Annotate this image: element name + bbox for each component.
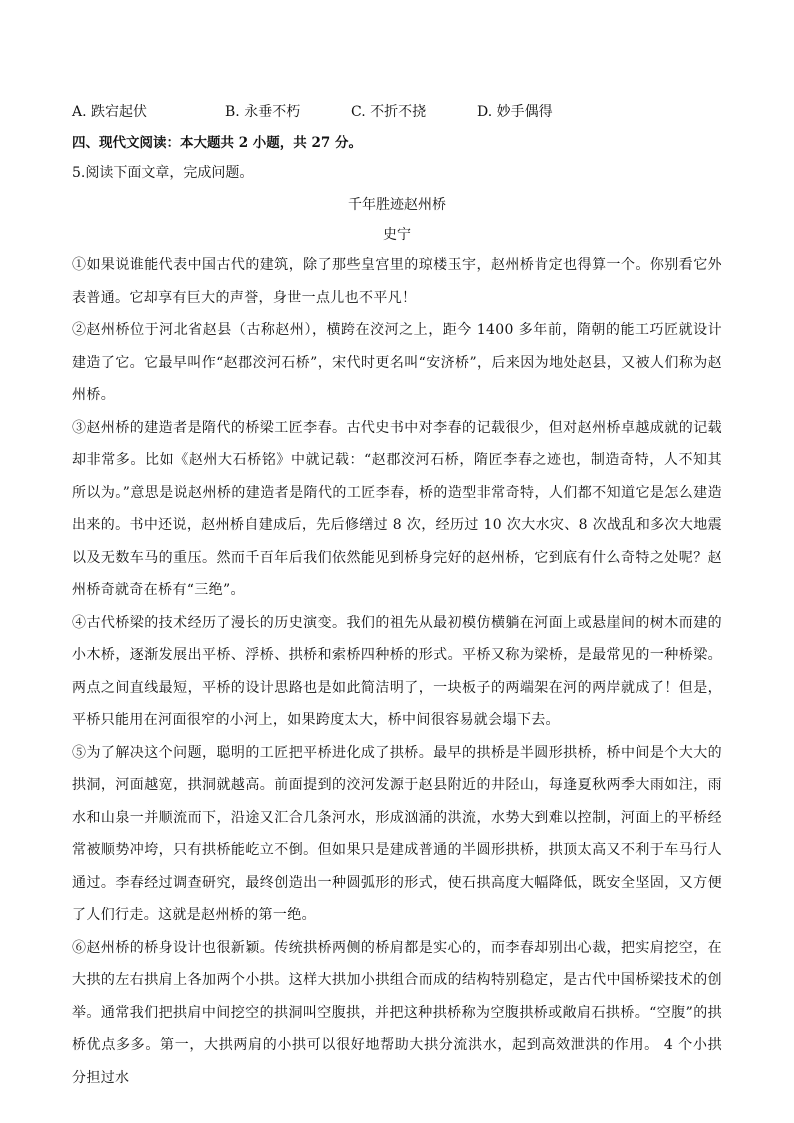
section-heading (72, 131, 722, 155)
section-heading-text: 四、现代文阅读：本大题共 2 小题，共 27 分。 (72, 135, 362, 151)
article-author: 史宁 (383, 227, 411, 243)
article-body (72, 249, 722, 1094)
option-c: C. 不折不挠 (351, 104, 427, 120)
option-d: D. 妙手偶得 (477, 104, 553, 120)
paragraph-1: ①如果说谁能代表中国古代的建筑，除了那些皇宫里的琼楼玉宇，赵州桥肯定也得算一个。你别看它外表普通。它却享有巨大的声誉，身世一点儿也不平凡！ (72, 257, 722, 306)
paragraph-6: ⑥赵州桥的桥身设计也很新颖。传统拱桥两侧的桥肩都是实心的，而李春却别出心裁，把实肩挖空，在大拱的左右拱肩上各加两个小拱。这样大拱加小拱组合而成的结构特别稳定，是古代中国桥梁技术的创举。通常我们把拱肩中间挖空的拱洞叫空腹拱，并把这种拱桥称为空腹拱桥或敞肩石拱桥。“空腹”的拱桥优点多多。第一，大拱两肩的小拱可以很好地帮助大拱分流洪水，起到高效泄洪的作用。 4 个小拱分担过水 (72, 939, 722, 1086)
document-page (72, 100, 722, 1094)
paragraph-4: ④古代桥梁的技术经历了漫长的历史演变。我们的祖先从最初模仿横躺在河面上或悬崖间的树木而建的小木桥，逐渐发展出平桥、浮桥、拱桥和索桥四种桥的形式。平桥又称为梁桥，是最常见的一种桥梁。两点之间直线最短，平桥的设计思路也是如此简洁明了，一块板子的两端架在河的两岸就成了！但是，平桥只能用在河面很窄的小河上，如果跨度太大，桥中间很容易就会塌下去。 (72, 614, 722, 728)
article-title: 千年胜迹赵州桥 (348, 197, 446, 213)
option-a: A. 跌宕起伏 (72, 104, 148, 120)
paragraph-2: ②赵州桥位于河北省赵县（古称赵州），横跨在洨河之上，距今 1400 多年前，隋朝的能工巧匠就设计建造了它。它最早叫作“赵郡洨河石桥”，宋代时更名叫“安济桥”，后来因为地处赵县，又被人们称为赵州桥。 (72, 322, 722, 403)
paragraph-3: ③赵州桥的建造者是隋代的桥梁工匠李春。古代史书中对李春的记载很少，但对赵州桥卓越成就的记载却非常多。比如《赵州大石桥铭》中就记载：“赵郡洨河石桥，隋匠李春之迹也，制造奇特，人不知其所以为。”意思是说赵州桥的建造者是隋代的工匠李春，桥的造型非常奇特，人们都不知道它是怎么建造出来的。书中还说，赵州桥自建成后，先后修缮过 8 次，经历过 10 次大水灾、8 次战乱和多次大地震以及无数车马的重压。然而千百年后我们依然能见到桥身完好的赵州桥，它到底有什么奇特之处呢？赵州桥奇就奇在桥有“三绝”。 (72, 419, 722, 598)
answer-options (72, 100, 722, 124)
question-intro: 5.阅读下面文章，完成问题。 (72, 165, 254, 181)
option-b: B. 永垂不朽 (225, 104, 301, 120)
paragraph-5: ⑤为了解决这个问题，聪明的工匠把平桥进化成了拱桥。最早的拱桥是半圆形拱桥，桥中间是个大大的拱洞，河面越宽，拱洞就越高。前面提到的洨河发源于赵县附近的井陉山，每逢夏秋两季大雨如注，雨水和山泉一并顺流而下，沿途又汇合几条河水，形成汹涌的洪流，水势大到难以控制，河面上的平桥经常被顺势冲垮，只有拱桥能屹立不倒。但如果只是建成普通的半圆形拱桥，拱顶太高又不利于车马行人通过。李春经过调查研究，最终创造出一种圆弧形的形式，使石拱高度大幅降低，既安全坚固，又方便了人们行走。这就是赵州桥的第一绝。 (72, 744, 722, 923)
